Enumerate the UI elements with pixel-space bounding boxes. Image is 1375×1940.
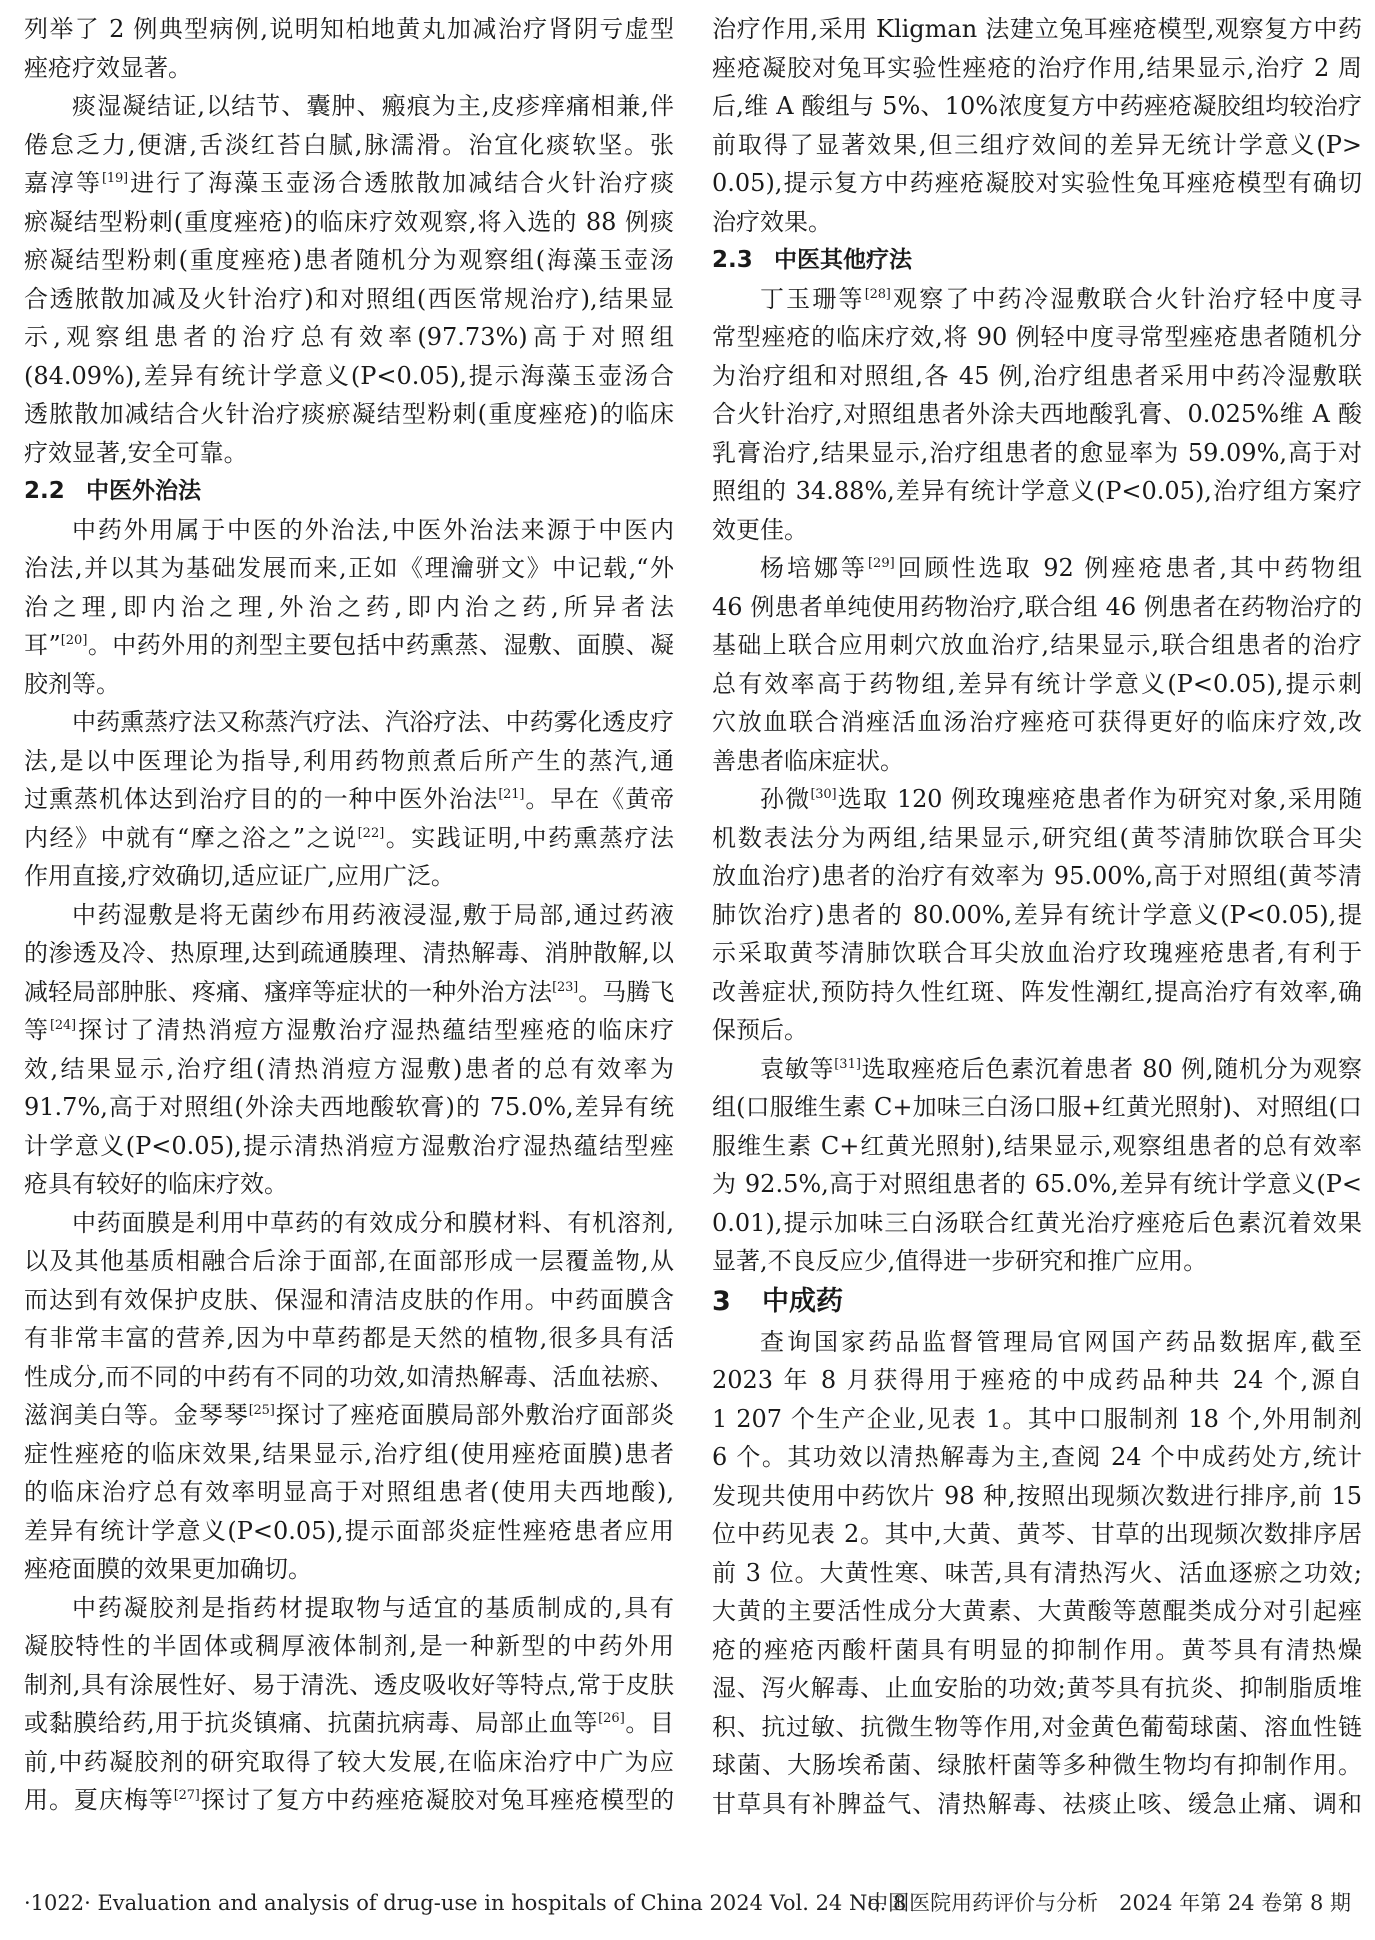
line-text: 合透脓散加减及火针治疗)和对照组(西医常规治疗),结果显 (24, 284, 674, 313)
line-text: 性成分,而不同的中药有不同的功效,如清热解毒、活血祛瘀、 (24, 1362, 674, 1391)
line-text: 。早在《黄帝 (524, 785, 674, 813)
line-text: 疮的痤疮丙酸杆菌具有明显的抑制作用。黄芩具有清热燥 (712, 1635, 1362, 1664)
line-text: 甘草具有补脾益气、清热解毒、祛痰止咳、缓急止痛、调和 (712, 1789, 1362, 1818)
line-text: 位中药见表 2。其中,大黄、黄芩、甘草的出现频次数排序居 (712, 1520, 1362, 1548)
text-line (24, 1088, 674, 1127)
paragraph-block (712, 1323, 1362, 1824)
text-line (24, 1050, 674, 1089)
section-heading-2-3 (712, 241, 1362, 280)
line-text: 治疗效果。 (712, 207, 832, 236)
section-title: 中医其他疗法 (774, 247, 912, 273)
text-line (712, 1785, 1362, 1824)
text-line (712, 434, 1362, 473)
page-footer (24, 1888, 1351, 1918)
line-text: 中药凝胶剂是指药材提取物与适宜的基质制成的,具有 (72, 1593, 674, 1622)
line-text: 有非常丰富的营养,因为中草药都是天然的植物,很多具有活 (24, 1324, 674, 1352)
text-line (24, 588, 674, 627)
line-text: 前,中药凝胶剂的研究取得了较大发展,在临床治疗中广为应 (24, 1747, 674, 1776)
section-number: 2.2 (24, 478, 65, 504)
line-text: 46 例患者单纯使用药物治疗,联合组 46 例患者在药物治疗的 (712, 592, 1362, 621)
line-text: 中药熏蒸疗法又称蒸汽疗法、汽浴疗法、中药雾化透皮疗 (72, 708, 674, 736)
paragraph-block (712, 280, 1362, 1281)
text-line (712, 1400, 1362, 1439)
text-line (712, 357, 1362, 396)
line-text: 探讨了痤疮面膜局部外敷治疗面部炎 (274, 1401, 674, 1429)
text-line (24, 1011, 674, 1050)
text-line (712, 896, 1362, 935)
line-text: 中药外用属于中医的外治法,中医外治法来源于中医内 (72, 515, 674, 544)
line-text-pre: 减轻局部肿胀、疼痛、瘙痒等症状的一种外治方法 (24, 977, 553, 1006)
line-text: 。目 (624, 1709, 674, 1737)
line-text: 疗效显著,安全可靠。 (24, 438, 248, 467)
citation-ref: [27] (173, 1788, 200, 1803)
text-line (712, 1323, 1362, 1362)
line-text: 治法,并以其为基础发展而来,正如《理瀹骈文》中记载,“外 (24, 554, 674, 582)
line-text: 痰湿凝结证,以结节、囊肿、瘢痕为主,皮疹痒痛相兼,伴 (72, 92, 674, 120)
line-text: 1 207 个生产企业,见表 1。其中口服制剂 18 个,外用制剂 (712, 1404, 1362, 1433)
line-text: 穴放血联合消痤活血汤治疗痤疮可获得更好的临床疗效,改 (712, 708, 1362, 736)
line-text: 的临床治疗总有效率明显高于对照组患者(使用夫西地酸), (24, 1478, 674, 1506)
line-text: 制剂,具有涂展性好、易于清洗、透皮吸收好等特点,常于皮肤 (24, 1670, 674, 1699)
line-text: 照组的 34.88%,差异有统计学意义(P<0.05),治疗组方案疗 (712, 477, 1362, 505)
text-line (24, 241, 674, 280)
line-text: 。实践证明,中药熏蒸疗法 (384, 823, 674, 852)
text-line (712, 1438, 1362, 1477)
text-line (712, 87, 1362, 126)
line-text: 前 3 位。大黄性寒、味苦,具有清热泻火、活血逐瘀之功效; (712, 1558, 1362, 1587)
text-line (24, 1743, 674, 1782)
text-line (712, 626, 1362, 665)
text-line (712, 1515, 1362, 1554)
text-line (24, 665, 674, 704)
text-line (712, 1088, 1362, 1127)
line-text: 改善症状,预防持久性红斑、阵发性潮红,提高治疗有效率,确 (712, 977, 1362, 1006)
line-text: 中药湿敷是将无菌纱布用药液浸湿,敷于局部,通过药液 (72, 900, 674, 929)
citation-ref: [20] (60, 633, 88, 648)
section-heading-3 (712, 1281, 1362, 1323)
line-text: 前取得了显著效果,但三组疗效间的差异无统计学意义(P> (712, 130, 1362, 159)
text-line (24, 1396, 674, 1435)
line-text: 常型痤疮的临床疗效,将 90 例轻中度寻常型痤疮患者随机分 (712, 323, 1362, 351)
line-text: 。中药外用的剂型主要包括中药熏蒸、湿敷、面膜、凝 (87, 631, 674, 659)
line-text: 而达到有效保护皮肤、保湿和清洁皮肤的作用。中药面膜含 (24, 1285, 674, 1314)
text-line (712, 588, 1362, 627)
line-text: 计学意义(P<0.05),提示清热消痘方湿敷治疗湿热蕴结型痤 (24, 1131, 674, 1160)
text-line (712, 511, 1362, 550)
text-line (712, 126, 1362, 165)
footer-journal-english: ·1022· Evaluation and analysis of drug-use in hospitals of China 2024 Vol. 24 No. 8 (24, 1891, 907, 1915)
text-line (24, 819, 674, 858)
text-line (712, 1477, 1362, 1516)
line-text: 2023 年 8 月获得用于痤疮的中成药品种共 24 个,源自 (712, 1366, 1362, 1394)
line-text-pre: 杨培娜等 (760, 554, 868, 582)
line-text: 治之理,即内治之理,外治之药,即内治之药,所异者法 (24, 592, 674, 621)
line-text: 探讨了清热消痘方湿敷治疗湿热蕴结型痤疮的临床疗 (75, 1016, 674, 1044)
text-line (712, 1746, 1362, 1785)
line-text: 治疗作用,采用 Kligman 法建立兔耳痤疮模型,观察复方中药 (712, 15, 1362, 43)
line-text-pre: 用。夏庆梅等 (24, 1786, 174, 1814)
text-line (712, 318, 1362, 357)
line-text: 善患者临床症状。 (712, 746, 904, 775)
text-line (712, 1361, 1362, 1400)
line-text: 机数表法分为两组,结果显示,研究组(黄芩清肺饮联合耳尖 (712, 823, 1362, 852)
line-text: 发现共使用中药饮片 98 种,按照出现频次数进行排序,前 15 (712, 1481, 1362, 1510)
line-text: 组(口服维生素 C+加味三白汤口服+红黄光照射)、对照组(口 (712, 1093, 1362, 1121)
text-line (712, 973, 1362, 1012)
text-line (24, 549, 674, 588)
text-line (24, 896, 674, 935)
text-line (712, 1592, 1362, 1631)
text-line (712, 857, 1362, 896)
line-text: 0.01),提示加味三白汤联合红黄光治疗痤疮后色素沉着效果 (712, 1208, 1362, 1237)
line-text: 乳膏治疗,结果显示,治疗组患者的愈显率为 59.09%,高于对 (712, 438, 1362, 467)
text-line (712, 1708, 1362, 1747)
line-text: 效,结果显示,治疗组(清热消痘方湿敷)患者的总有效率为 (24, 1054, 674, 1083)
text-line (24, 511, 674, 550)
line-text: (84.09%),差异有统计学意义(P<0.05),提示海藻玉壶汤合 (24, 361, 674, 390)
text-line (712, 1669, 1362, 1708)
text-line (712, 164, 1362, 203)
text-line (24, 126, 674, 165)
line-text: 基础上联合应用刺穴放血治疗,结果显示,联合组患者的治疗 (712, 631, 1362, 659)
line-text-pre: 过熏蒸机体达到治疗目的的一种中医外治法 (24, 785, 499, 813)
section-heading-2-2 (24, 472, 674, 511)
line-text: 症性痤疮的临床效果,结果显示,治疗组(使用痤疮面膜)患者 (24, 1439, 674, 1468)
text-line (24, 280, 674, 319)
line-text: 列举了 2 例典型病例,说明知柏地黄丸加减治疗肾阴亏虚型 (24, 15, 674, 43)
text-line (712, 472, 1362, 511)
line-text: 为 92.5%,高于对照组患者的 65.0%,差异有统计学意义(P< (712, 1170, 1362, 1198)
line-text: 差异有统计学意义(P<0.05),提示面部炎症性痤疮患者应用 (24, 1516, 674, 1545)
line-text: 选取 120 例玫瑰痤疮患者作为研究对象,采用随 (836, 785, 1362, 813)
line-text: 湿、泻火解毒、止血安胎的功效;黄芩具有抗炎、抑制脂质堆 (712, 1674, 1362, 1702)
line-text: 痤疮面膜的效果更加确切。 (24, 1555, 312, 1583)
text-line (24, 1781, 674, 1820)
line-text-pre: 耳” (24, 631, 61, 659)
text-line (712, 280, 1362, 319)
line-text: 瘀凝结型粉刺(重度痤疮)的临床疗效观察,将入选的 88 例痰 (24, 207, 674, 236)
text-line (24, 1704, 674, 1743)
text-line (24, 357, 674, 396)
citation-ref: [31] (834, 1056, 861, 1072)
footer-journal-chinese: 中国医院用药评价与分析 2024 年第 24 卷第 8 期 (867, 1891, 1351, 1915)
text-line (712, 1242, 1362, 1281)
line-text: 痤疮凝胶对兔耳实验性痤疮的治疗作用,结果显示,治疗 2 周 (712, 53, 1362, 82)
citation-ref: [21] (498, 787, 525, 802)
line-text: 以及其他基质相融合后涂于面部,在面部形成一层覆盖物,从 (24, 1247, 674, 1275)
line-text: 球菌、大肠埃希菌、绿脓杆菌等多种微生物均有抑制作用。 (712, 1751, 1362, 1779)
line-text: 大黄的主要活性成分大黄素、大黄酸等蒽醌类成分对引起痤 (712, 1597, 1362, 1625)
line-text: 观察了中药冷湿敷联合火针治疗轻中度寻 (890, 284, 1362, 313)
section-title: 中成药 (762, 1285, 843, 1317)
citation-ref: [22] (357, 825, 385, 841)
citation-ref: [29] (867, 556, 895, 571)
citation-ref: [19] (102, 171, 128, 186)
line-text: 。马腾飞 (577, 977, 674, 1006)
text-line (24, 203, 674, 242)
line-text-pre: 袁敏等 (760, 1054, 835, 1083)
text-line (712, 395, 1362, 434)
text-line (24, 1281, 674, 1320)
left-column (24, 10, 674, 1820)
text-line (24, 1127, 674, 1166)
paragraph-block (24, 10, 674, 472)
text-line (24, 1589, 674, 1628)
text-line (24, 1242, 674, 1281)
text-line (24, 973, 674, 1012)
line-text: 回顾性选取 92 例痤疮患者,其中药物组 (894, 554, 1362, 582)
text-line (712, 1127, 1362, 1166)
citation-ref: [25] (248, 1403, 275, 1418)
text-line (24, 626, 674, 665)
text-line (24, 1666, 674, 1705)
section-title: 中医外治法 (86, 478, 201, 504)
text-line (24, 1512, 674, 1551)
line-text: 示采取黄芩清肺饮联合耳尖放血治疗玫瑰痤疮患者,有利于 (712, 939, 1362, 967)
text-line (24, 164, 674, 203)
text-line (24, 1473, 674, 1512)
text-line (24, 395, 674, 434)
line-text: 服维生素 C+红黄光照射),结果显示,观察组患者的总有效率 (712, 1131, 1362, 1160)
section-number: 3 (712, 1285, 731, 1317)
right-column (712, 10, 1362, 1823)
text-line (24, 857, 674, 896)
line-text-pre: 内经》中就有“摩之浴之”之说 (24, 823, 358, 852)
text-line (24, 1358, 674, 1397)
citation-ref: [26] (598, 1711, 625, 1726)
line-text: 放血治疗)患者的治疗有效率为 95.00%,高于对照组(黄芩清 (712, 862, 1362, 890)
line-text: 显著,不良反应少,值得进一步研究和推广应用。 (712, 1247, 1208, 1275)
line-text: 进行了海藻玉壶汤合透脓散加减结合火针治疗痰 (127, 169, 674, 197)
text-line (24, 934, 674, 973)
line-text: 为治疗组和对照组,各 45 例,治疗组患者采用中药冷湿敷联 (712, 361, 1362, 390)
text-line (24, 1627, 674, 1666)
line-text: 中药面膜是利用中草药的有效成分和膜材料、有机溶剂, (72, 1208, 674, 1237)
text-line (712, 1050, 1362, 1089)
paragraph-block (712, 10, 1362, 241)
text-line (712, 1011, 1362, 1050)
line-text-pre: 嘉淳等 (24, 169, 103, 197)
text-line (24, 49, 674, 88)
text-line (24, 742, 674, 781)
line-text: 总有效率高于药物组,差异有统计学意义(P<0.05),提示刺 (712, 669, 1362, 698)
text-line (712, 665, 1362, 704)
citation-ref: [30] (810, 787, 837, 802)
text-line (24, 1319, 674, 1358)
line-text: 示,观察组患者的治疗总有效率(97.73%)高于对照组 (24, 323, 674, 351)
line-text: 合火针治疗,对照组患者外涂夫西地酸乳膏、0.025%维 A 酸 (712, 400, 1362, 428)
text-line (24, 434, 674, 473)
citation-ref: [28] (864, 286, 891, 302)
line-text: 效更佳。 (712, 515, 808, 544)
citation-ref: [23] (552, 979, 578, 995)
text-line (712, 203, 1362, 242)
text-line (24, 318, 674, 357)
line-text: 探讨了复方中药痤疮凝胶对兔耳痤疮模型的 (199, 1786, 674, 1814)
line-text-pre: 滋润美白等。金琴琴 (24, 1401, 249, 1429)
text-line (712, 780, 1362, 819)
text-line (24, 87, 674, 126)
line-text: 0.05),提示复方中药痤疮凝胶对实验性兔耳痤疮模型有确切 (712, 169, 1362, 197)
text-line (712, 934, 1362, 973)
line-text: 倦怠乏力,便溏,舌淡红苔白腻,脉濡滑。治宜化痰软坚。张 (24, 130, 674, 159)
line-text: 91.7%,高于对照组(外涂夫西地酸软膏)的 75.0%,差异有统 (24, 1093, 674, 1121)
section-number: 2.3 (712, 247, 753, 273)
line-text: 后,维 A 酸组与 5%、10%浓度复方中药痤疮凝胶组均较治疗 (712, 92, 1362, 120)
line-text-pre: 丁玉珊等 (760, 284, 865, 313)
line-text: 查询国家药品监督管理局官网国产药品数据库,截至 (760, 1327, 1362, 1356)
line-text: 法,是以中医理论为指导,利用药物煎煮后所产生的蒸汽,通 (24, 746, 674, 775)
line-text: 瘀凝结型粉刺(重度痤疮)患者随机分为观察组(海藻玉壶汤 (24, 246, 674, 274)
citation-ref: [24] (50, 1018, 76, 1033)
text-line (712, 49, 1362, 88)
text-line (24, 1435, 674, 1474)
line-text: 选取痤疮后色素沉着患者 80 例,随机分为观察 (860, 1054, 1362, 1083)
text-line (712, 10, 1362, 49)
line-text: 透脓散加减结合火针治疗痰瘀凝结型粉刺(重度痤疮)的临床 (24, 400, 674, 428)
text-line (712, 703, 1362, 742)
line-text-pre: 或黏膜给药,用于抗炎镇痛、抗菌抗病毒、局部止血等 (24, 1709, 599, 1737)
text-line (24, 780, 674, 819)
line-text: 6 个。其功效以清热解毒为主,查阅 24 个中成药处方,统计 (712, 1443, 1362, 1471)
text-line (24, 1204, 674, 1243)
text-line (712, 819, 1362, 858)
text-line (712, 1631, 1362, 1670)
line-text: 积、抗过敏、抗微生物等作用,对金黄色葡萄球菌、溶血性链 (712, 1712, 1362, 1741)
line-text: 肺饮治疗)患者的 80.00%,差异有统计学意义(P<0.05),提 (712, 900, 1362, 929)
line-text: 作用直接,疗效确切,适应证广,应用广泛。 (24, 862, 455, 890)
line-text: 胶剂等。 (24, 669, 120, 698)
text-line (712, 1165, 1362, 1204)
text-line (712, 742, 1362, 781)
text-line (24, 1165, 674, 1204)
line-text-pre: 孙微 (760, 785, 811, 813)
line-text: 的渗透及冷、热原理,达到疏通腠理、清热解毒、消肿散解,以 (24, 939, 674, 967)
line-text: 痤疮疗效显著。 (24, 53, 192, 82)
line-text-pre: 等 (24, 1016, 51, 1044)
line-text: 疮具有较好的临床疗效。 (24, 1170, 288, 1198)
line-text: 凝胶特性的半固体或稠厚液体制剂,是一种新型的中药外用 (24, 1632, 674, 1660)
text-line (712, 1204, 1362, 1243)
line-text: 保预后。 (712, 1016, 808, 1044)
text-line (24, 10, 674, 49)
paragraph-block (24, 511, 674, 1820)
text-line (24, 1550, 674, 1589)
text-line (712, 1554, 1362, 1593)
text-line (712, 549, 1362, 588)
text-line (24, 703, 674, 742)
